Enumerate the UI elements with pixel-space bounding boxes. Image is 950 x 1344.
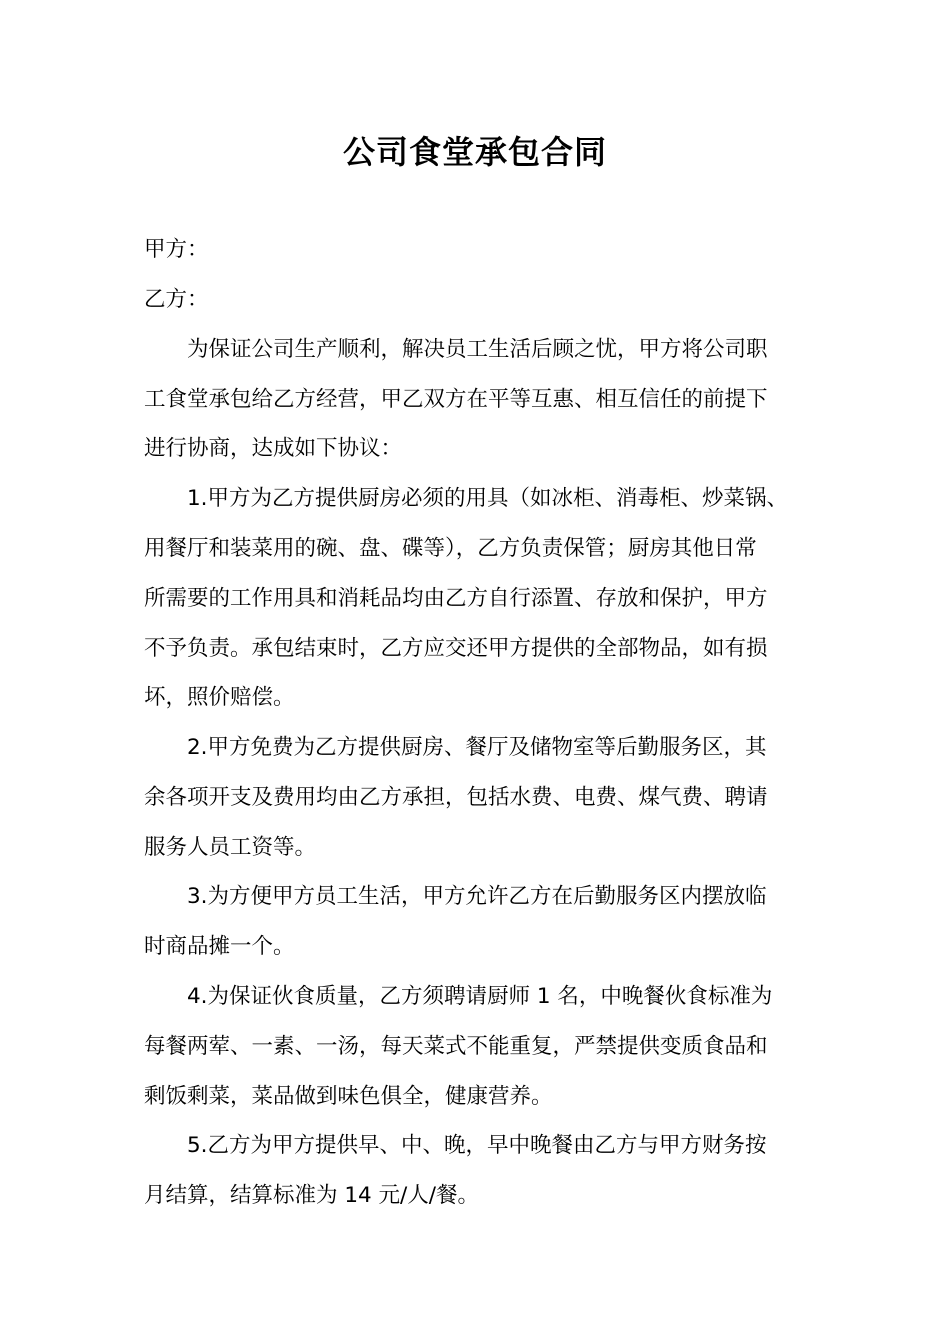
body-line: 工食堂承包给乙方经营，甲乙双方在平等互惠、相互信任的前提下	[144, 387, 768, 412]
party-a-label: 甲方：	[144, 237, 209, 262]
body-line: 4.为保证伙食质量，乙方须聘请厨师 1 名，中晚餐伙食标准为	[144, 984, 773, 1009]
document-title: 公司食堂承包合同	[342, 133, 607, 171]
body-line: 2.甲方免费为乙方提供厨房、餐厅及储物室等后勤服务区，其	[144, 735, 767, 760]
body-line: 不予负责。承包结束时，乙方应交还甲方提供的全部物品，如有损	[144, 636, 768, 661]
body-line: 为保证公司生产顺利，解决员工生活后顾之忧，甲方将公司职	[144, 337, 768, 362]
body-line: 月结算，结算标准为 14 元/人/餐。	[144, 1183, 480, 1208]
body-line: 每餐两荤、一素、一汤，每天菜式不能重复，严禁提供变质食品和	[144, 1034, 768, 1059]
body-line: 所需要的工作用具和消耗品均由乙方自行添置、存放和保护，甲方	[144, 586, 768, 611]
body-line: 服务人员工资等。	[144, 835, 317, 860]
body-line: 余各项开支及费用均由乙方承担，包括水费、电费、煤气费、聘请	[144, 785, 768, 810]
body-line: 进行协商，达成如下协议：	[144, 436, 403, 461]
party-b-label: 乙方：	[144, 287, 209, 312]
body-line: 用餐厅和装菜用的碗、盘、碟等），乙方负责保管；厨房其他日常	[144, 536, 757, 561]
body-line: 1.甲方为乙方提供厨房必须的用具（如冰柜、消毒柜、炒菜锅、	[144, 486, 789, 511]
body-line: 时商品摊一个。	[144, 934, 295, 959]
body-line: 3.为方便甲方员工生活，甲方允许乙方在后勤服务区内摆放临	[144, 884, 767, 909]
body-line: 5.乙方为甲方提供早、中、晚，早中晚餐由乙方与甲方财务按	[144, 1133, 767, 1158]
body-line: 坏，照价赔偿。	[144, 685, 295, 710]
body-line: 剩饭剩菜，菜品做到味色俱全，健康营养。	[144, 1084, 553, 1109]
